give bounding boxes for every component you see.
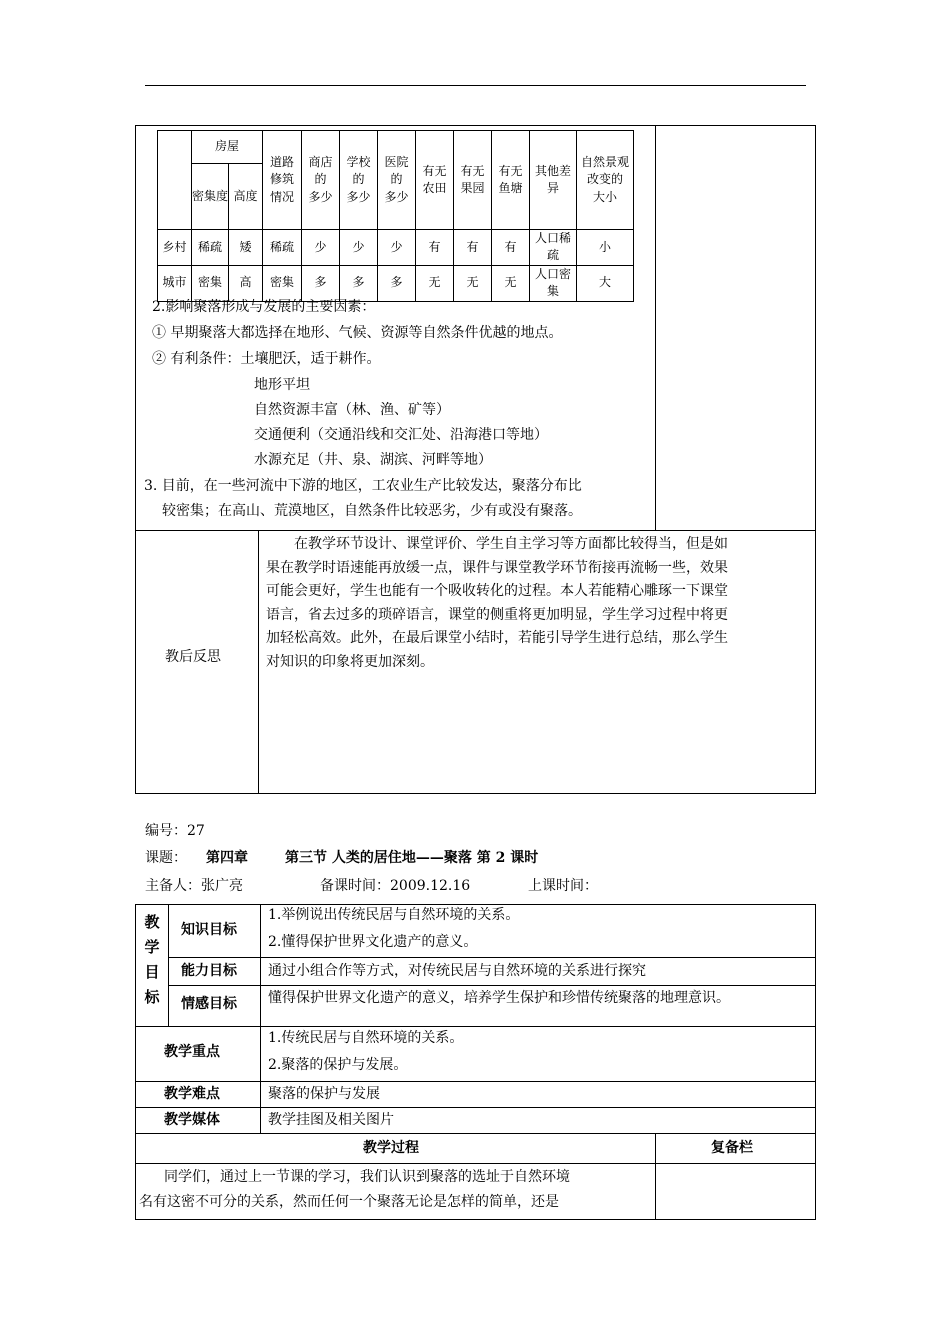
table-cell: 人口稀疏	[530, 230, 577, 266]
table-cell: 无	[454, 265, 492, 301]
table-cell: 小	[577, 230, 634, 266]
reflection-text	[266, 533, 811, 674]
factors-sub-4: 水源充足（井、泉、湖滨、河畔等地）	[254, 452, 492, 468]
table-cell: 有	[416, 230, 454, 266]
topic-label: 课题：	[145, 850, 187, 866]
header-fishpond: 有无 鱼塘	[492, 131, 530, 230]
header-farmland: 有无 农田	[416, 131, 454, 230]
factors-sub-1: 地形平坦	[254, 377, 310, 393]
header-other: 其他差异	[530, 131, 577, 230]
emotion-goal-text: 懂得保护世界文化遗产的意义，培养学生保护和珍惜传统聚落的地理意识。	[268, 990, 730, 1006]
factors-item-1: ① 早期聚落大都选择在地形、气候、资源等自然条件优越的地点。	[152, 325, 563, 341]
header-road: 道路 修筑 情况	[263, 131, 302, 230]
media-row-divider	[135, 1133, 815, 1134]
knowledge-goal-label: 知识目标	[181, 922, 237, 938]
ability-row-divider	[168, 985, 815, 986]
header-orchard: 有无 果园	[454, 131, 492, 230]
upper-table-row-divider	[135, 530, 815, 531]
knowledge-row-divider	[168, 957, 815, 958]
reflection-label: 教后反思	[165, 649, 221, 665]
table-row	[158, 230, 634, 266]
key-point-1: 1.传统民居与自然环境的关系。	[268, 1030, 464, 1046]
lesson-number: 编号：27	[145, 823, 205, 839]
table-cell: 多	[340, 265, 378, 301]
upper-table-top-border	[135, 125, 815, 126]
header-landscape: 自然景观 改变的 大小	[577, 131, 634, 230]
table-cell: 无	[416, 265, 454, 301]
knowledge-goal-item-1: 1.举例说出传统民居与自然环境的关系。	[268, 907, 520, 923]
header-density: 密集度	[192, 164, 229, 230]
plan-table-bottom-border	[135, 1219, 815, 1220]
reflection-line: 果在教学时语速能再放缓一点，课件与课堂教学环节衔接再流畅一些，效果	[266, 559, 728, 576]
table-cell: 密集	[192, 265, 229, 301]
table-cell: 少	[340, 230, 378, 266]
reflection-label-divider	[258, 530, 259, 794]
factors-item-2: ② 有利条件：土壤肥沃，适于耕作。	[152, 351, 381, 367]
media-text: 教学挂图及相关图片	[268, 1112, 394, 1128]
process-line-1: 同学们，通过上一节课的学习，我们认识到聚落的选址于自然环境	[164, 1169, 570, 1185]
chapter-title: 第四章	[206, 850, 248, 866]
factors-title: 2.影响聚落形成与发展的主要因素：	[152, 299, 376, 315]
reflection-line: 语言，省去过多的琐碎语言，课堂的侧重将更加明显，学生学习过程中将更	[266, 606, 728, 623]
header-hospitals: 医院 的 多少	[378, 131, 416, 230]
knowledge-goal-item-2: 2.懂得保护世界文化遗产的意义。	[268, 934, 478, 950]
preparer: 主备人：张广亮	[145, 878, 243, 894]
table-cell: 少	[378, 230, 416, 266]
header-housing: 房屋	[192, 131, 263, 164]
header-shops: 商店 的 多少	[302, 131, 340, 230]
table-cell: 多	[302, 265, 340, 301]
goals-block-divider	[135, 1026, 815, 1027]
reflection-line: 加轻松高效。此外，在最后课堂小结时，若能引导学生进行总结，那么学生	[266, 630, 728, 646]
plan-label-divider	[260, 904, 261, 1133]
difficulty-label: 教学难点	[164, 1086, 220, 1102]
table-cell: 矮	[229, 230, 263, 266]
table-cell: 稀疏	[263, 230, 302, 266]
distribution-line-1: 3. 目前，在一些河流中下游的地区，工农业生产比较发达，聚落分布比	[144, 478, 582, 494]
section-title: 第三节 人类的居住地——聚落 第 2 课时	[285, 850, 539, 866]
reflection-line: 对知识的印象将更加深刻。	[266, 653, 434, 670]
table-cell: 无	[492, 265, 530, 301]
goals-label-char: 标	[144, 988, 160, 1006]
review-column-header: 复备栏	[711, 1140, 753, 1156]
header-rule	[145, 85, 806, 86]
process-header: 教学过程	[363, 1140, 419, 1156]
plan-table-top-border	[135, 904, 815, 905]
table-cell: 有	[492, 230, 530, 266]
key-points-label: 教学重点	[164, 1044, 220, 1060]
factors-sub-3: 交通便利（交通沿线和交汇处、沿海港口等地）	[254, 427, 548, 443]
ability-goal-text: 通过小组合作等方式，对传统民居与自然环境的关系进行探究	[268, 963, 646, 979]
upper-table-review-divider	[655, 125, 656, 530]
header-corner-cell	[158, 131, 192, 230]
key-row-divider	[135, 1081, 815, 1082]
key-point-2: 2.聚落的保护与发展。	[268, 1057, 408, 1073]
goals-label-char: 教	[144, 913, 160, 931]
table-cell: 少	[302, 230, 340, 266]
upper-table-left-border	[135, 125, 136, 794]
emotion-goal-label: 情感目标	[181, 996, 237, 1012]
difficulty-row-divider	[135, 1107, 815, 1108]
row-label: 城市	[158, 265, 192, 301]
media-label: 教学媒体	[164, 1112, 220, 1128]
factors-sub-2: 自然资源丰富（林、渔、矿等）	[254, 402, 450, 418]
reflection-line: 在教学环节设计、课堂评价、学生自主学习等方面都比较得当，但是如	[294, 536, 728, 552]
reflection-line: 可能会更好，学生也能有一个吸收转化的过程。本人若能精心雕琢一下课堂	[266, 583, 728, 599]
header-height: 高度	[229, 164, 263, 230]
difficulty-text: 聚落的保护与发展	[268, 1086, 380, 1102]
review-column-divider	[655, 1133, 656, 1220]
table-cell: 大	[577, 265, 634, 301]
table-row	[158, 265, 634, 301]
distribution-line-2: 较密集；在高山、荒漠地区，自然条件比较恶劣，少有或没有聚落。	[162, 503, 582, 519]
goals-label-divider	[168, 904, 169, 1026]
teaching-goals-label	[136, 910, 168, 1010]
plan-table-right-border	[815, 904, 816, 1220]
ability-goal-label: 能力目标	[181, 963, 237, 979]
table-cell: 稀疏	[192, 230, 229, 266]
class-time: 上课时间：	[528, 878, 598, 894]
process-line-2: 名有这密不可分的关系，然而任何一个聚落无论是怎样的简单，还是	[139, 1194, 559, 1210]
goals-label-char: 目	[144, 963, 160, 981]
process-header-divider	[135, 1163, 815, 1164]
table-cell: 高	[229, 265, 263, 301]
table-cell: 人口密集	[530, 265, 577, 301]
row-label: 乡村	[158, 230, 192, 266]
table-cell: 有	[454, 230, 492, 266]
header-schools: 学校 的 多少	[340, 131, 378, 230]
goals-label-char: 学	[144, 938, 160, 956]
village-city-comparison-table	[157, 130, 634, 302]
table-cell: 多	[378, 265, 416, 301]
upper-table-bottom-border	[135, 793, 815, 794]
upper-table-right-border	[815, 125, 816, 794]
table-cell: 密集	[263, 265, 302, 301]
prep-time: 备课时间：2009.12.16	[320, 878, 471, 894]
